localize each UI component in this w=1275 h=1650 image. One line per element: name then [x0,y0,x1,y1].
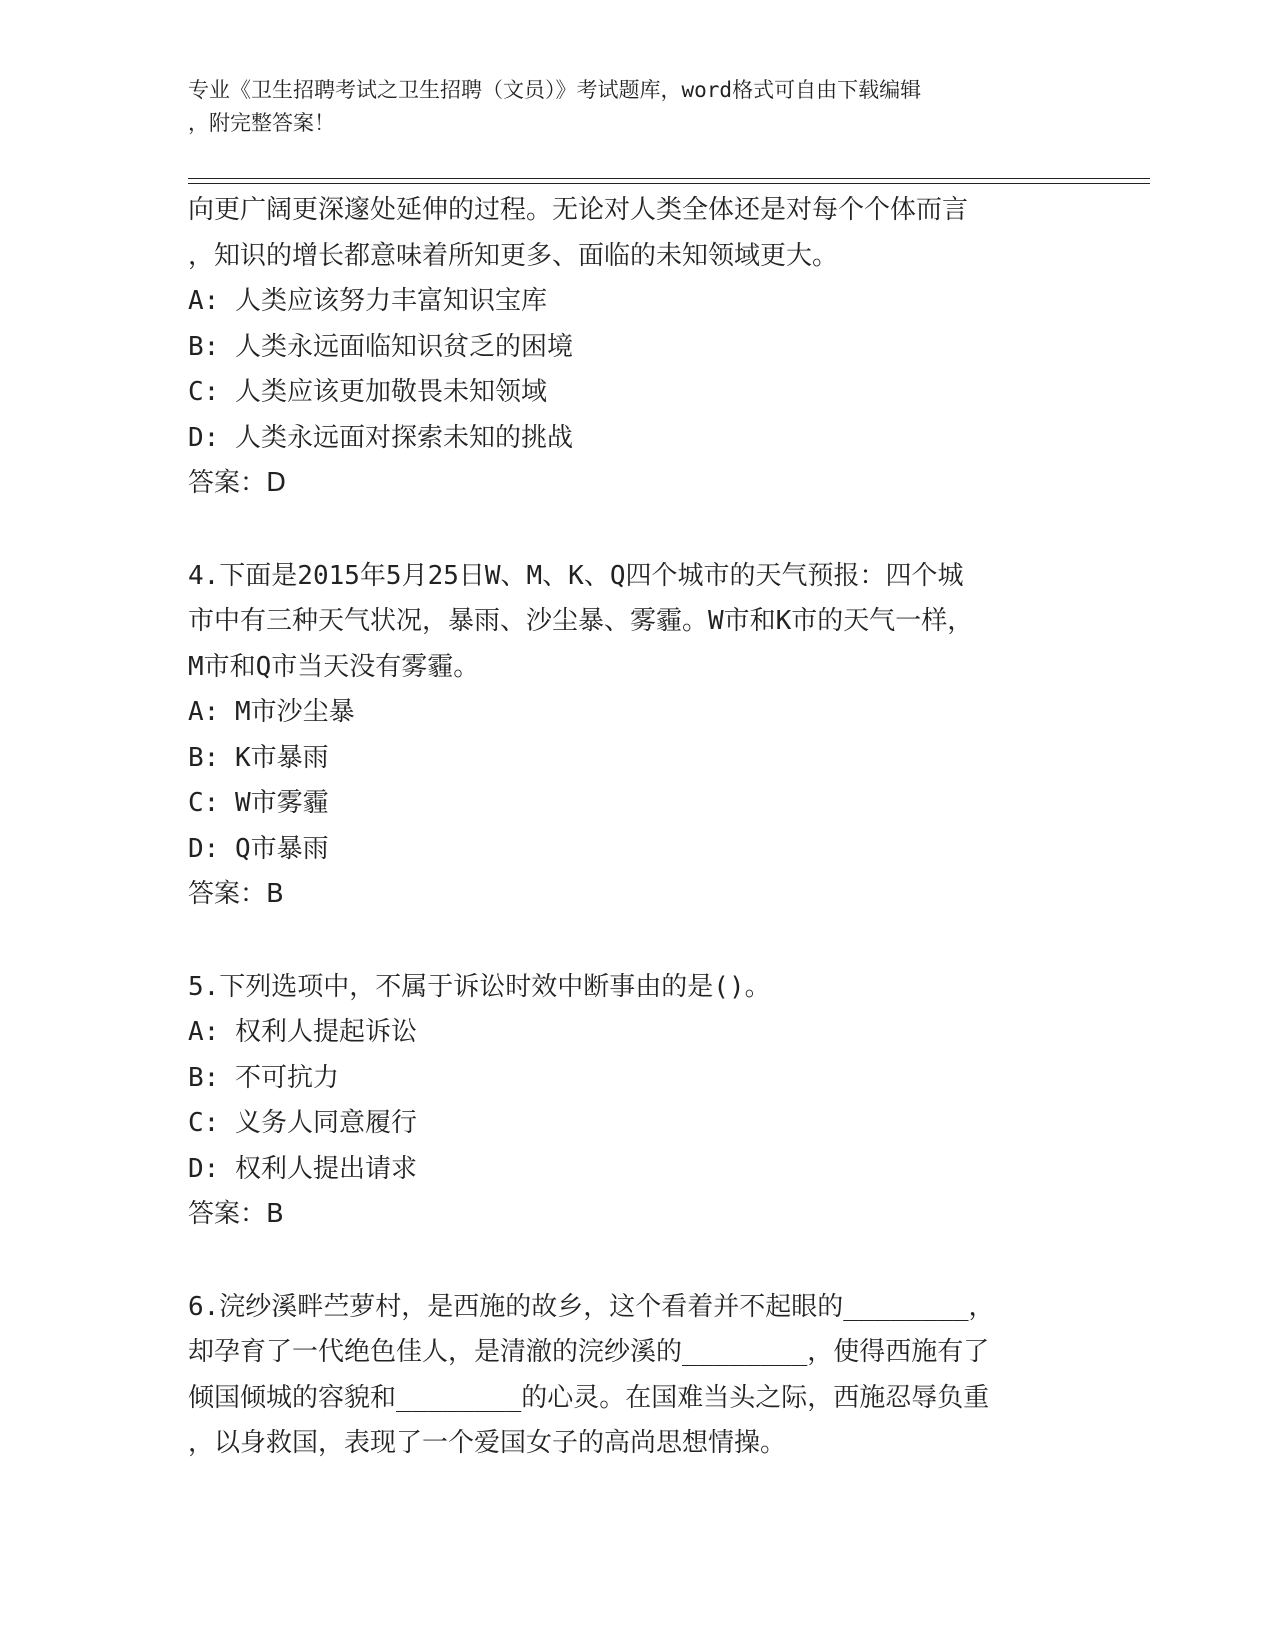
question-text-line: 4.下面是2015年5月25日W、M、K、Q四个城市的天气预报：四个城 [188,560,964,591]
option-a: A: M市沙尘暴 [188,697,355,727]
question-5 [188,965,1088,1238]
option-a: A: 权利人提起诉讼 [188,1017,417,1047]
question-text-line: 倾国倾城的容貌和________的心灵。在国难当头之际，西施忍辱负重 [188,1382,990,1413]
question-text-line: ，知识的增长都意味着所知更多、面临的未知领域更大。 [188,240,839,271]
question-text-line: 5.下列选项中，不属于诉讼时效中断事由的是()。 [188,971,771,1002]
question-text-line: 却孕育了一代绝色佳人，是清澈的浣纱溪的________，使得西施有了 [188,1337,990,1367]
option-d: D: 权利人提出请求 [188,1153,417,1184]
question-text-line: ，以身救国，表现了一个爱国女子的高尚思想情操。 [188,1428,787,1458]
spacer [188,1238,1088,1285]
option-b: B: K市暴雨 [188,742,329,773]
option-c: C: 人类应该更加敬畏未知领域 [188,377,547,407]
header-line-2: ，附完整答案！ [188,111,335,135]
question-text-line: 6.浣纱溪畔苎萝村，是西施的故乡，这个看着并不起眼的________， [188,1291,995,1322]
document-body [188,188,1088,1467]
question-text-line: 向更广阔更深邃处延伸的过程。无论对人类全体还是对每个个体而言 [188,195,969,225]
option-d: D: Q市暴雨 [188,833,329,864]
option-a: A: 人类应该努力丰富知识宝库 [188,286,547,316]
document-header [188,74,1088,140]
question-text-line: M市和Q市当天没有雾霾。 [188,651,480,682]
answer-line: 答案：D [188,468,287,498]
question-text-line: 市中有三种天气状况，暴雨、沙尘暴、雾霾。W市和K市的天气一样， [188,606,974,636]
question-3-tail [188,188,1088,507]
option-b: B: 人类永远面临知识贫乏的困境 [188,331,573,362]
spacer [188,918,1088,965]
question-6 [188,1285,1088,1467]
option-b: B: 不可抗力 [188,1062,339,1093]
spacer [188,507,1088,554]
option-c: C: W市雾霾 [188,788,329,818]
header-line-1: 专业《卫生招聘考试之卫生招聘（文员）》考试题库，word格式可自由下载编辑 [188,78,922,102]
header-divider-bottom [188,183,1150,184]
option-c: C: 义务人同意履行 [188,1108,417,1138]
option-d: D: 人类永远面对探索未知的挑战 [188,422,573,453]
answer-line: 答案：B [188,879,284,909]
question-4 [188,554,1088,918]
answer-line: 答案：B [188,1199,284,1229]
header-divider-top [188,178,1150,179]
